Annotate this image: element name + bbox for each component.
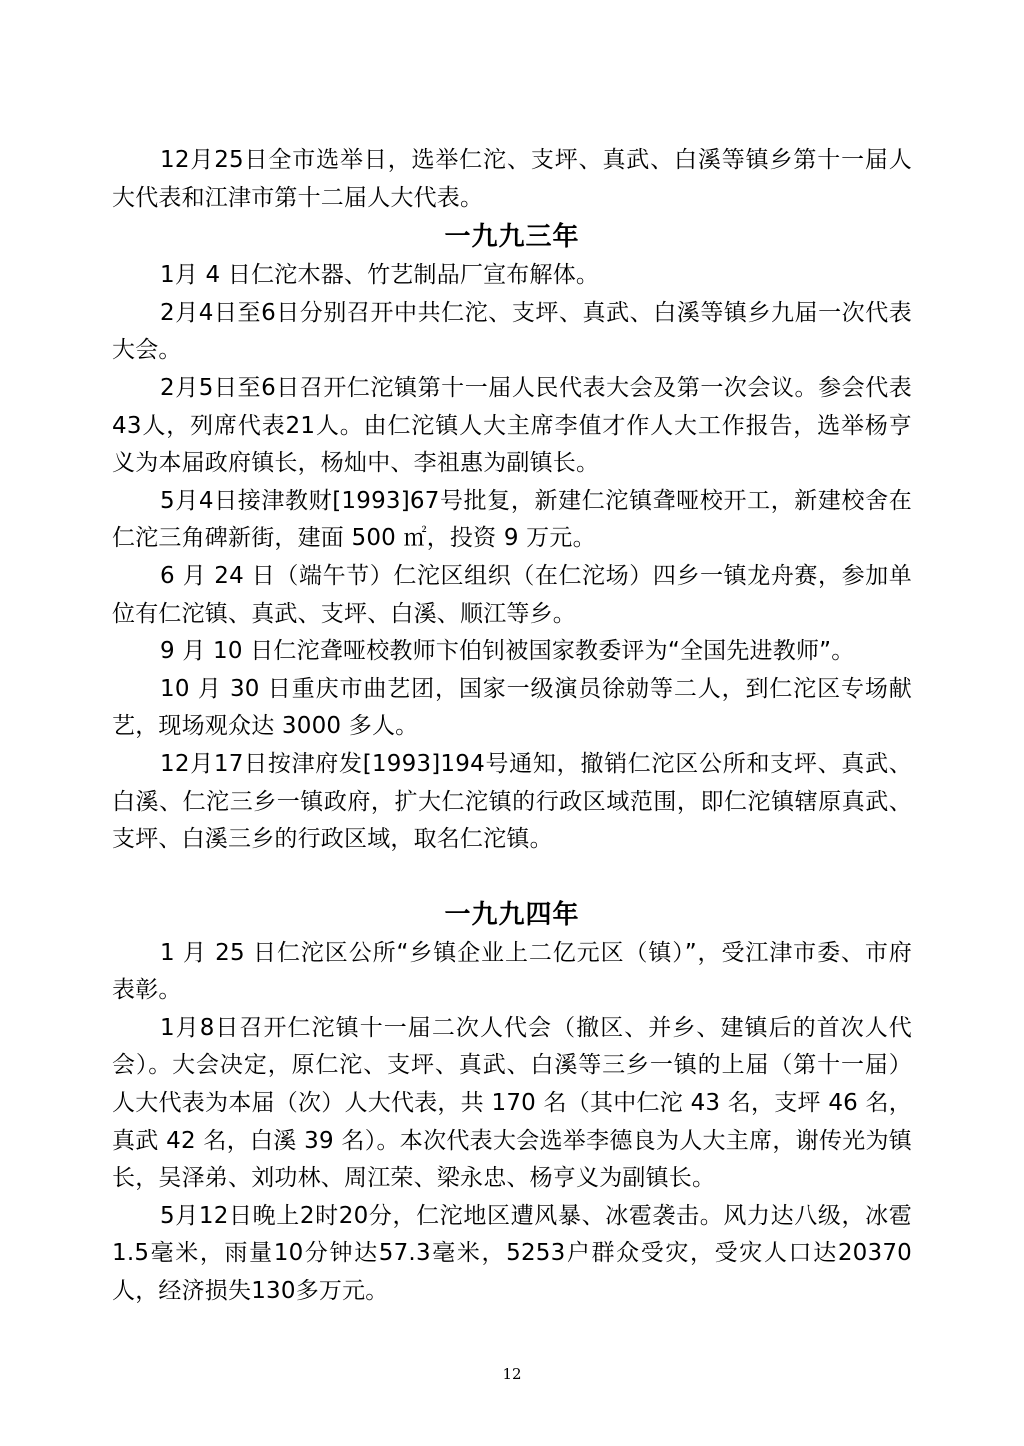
paragraph: 1月8日召开仁沱镇十一届二次人代会（撤区、并乡、建镇后的首次人代会）。大会决定，原仁沱、支坪、真武、白溪等三乡一镇的上届（第十一届）人大代表为本届（次）人大代表，共 170 名（其中仁沱 43 名，支坪 46 名，真武 42 名，白溪 39 名）。本次代表大会选举李德良为人大主席，谢传光为镇长，吴泽弟、刘功林、周江荣、梁永忠、杨亨义为副镇长。: [112, 1014, 912, 1192]
paragraph: 1 月 25 日仁沱区公所“乡镇企业上二亿元区（镇）”，受江津市委、市府表彰。: [112, 939, 912, 1004]
paragraph: 5月4日接津教财[1993]67号批复，新建仁沱镇聋哑校开工，新建校舍在仁沱三角碑新街，建面 500 ㎡，投资 9 万元。: [112, 487, 912, 552]
paragraph: 9 月 10 日仁沱聋哑校教师卞伯钊被国家教委评为“全国先进教师”。: [160, 638, 855, 665]
section-spacer: [112, 859, 912, 895]
paragraph: 1月 4 日仁沱木器、竹艺制品厂宣布解体。: [160, 262, 600, 289]
paragraph: 2月4日至6日分别召开中共仁沱、支坪、真武、白溪等镇乡九届一次代表大会。: [112, 299, 912, 364]
section-heading-1993: 一九九三年: [444, 222, 580, 253]
page-number: 12: [502, 1365, 522, 1383]
paragraph: 2月5日至6日召开仁沱镇第十一届人民代表大会及第一次会议。参会代表43人，列席代表21人。由仁沱镇人大主席李值才作人大工作报告，选举杨亨义为本届政府镇长，杨灿中、李祖惠为副镇长。: [112, 374, 912, 477]
paragraph: 6 月 24 日（端午节）仁沱区组织（在仁沱场）四乡一镇龙舟赛，参加单位有仁沱镇、真武、支坪、白溪、顺江等乡。: [112, 562, 912, 627]
section-heading-1994: 一九九四年: [444, 899, 580, 930]
paragraph: 12月17日按津府发[1993]194号通知，撤销仁沱区公所和支坪、真武、白溪、仁沱三乡一镇政府，扩大仁沱镇的行政区域范围，即仁沱镇辖原真武、支坪、白溪三乡的行政区域，取名仁沱镇。: [112, 750, 912, 853]
paragraph: 10 月 30 日重庆市曲艺团，国家一级演员徐勍等二人，到仁沱区专场献艺，现场观众达 3000 多人。: [112, 675, 912, 740]
intro-paragraph: 12月25日全市选举日，选举仁沱、支坪、真武、白溪等镇乡第十一届人大代表和江津市第十二届人大代表。: [112, 147, 912, 211]
document-body: [112, 142, 912, 1311]
paragraph: 5月12日晚上2时20分，仁沱地区遭风暴、冰雹袭击。风力达八级，冰雹1.5毫米，雨量10分钟达57.3毫米，5253户群众受灾，受灾人口达20370人，经济损失130多万元。: [112, 1202, 912, 1305]
